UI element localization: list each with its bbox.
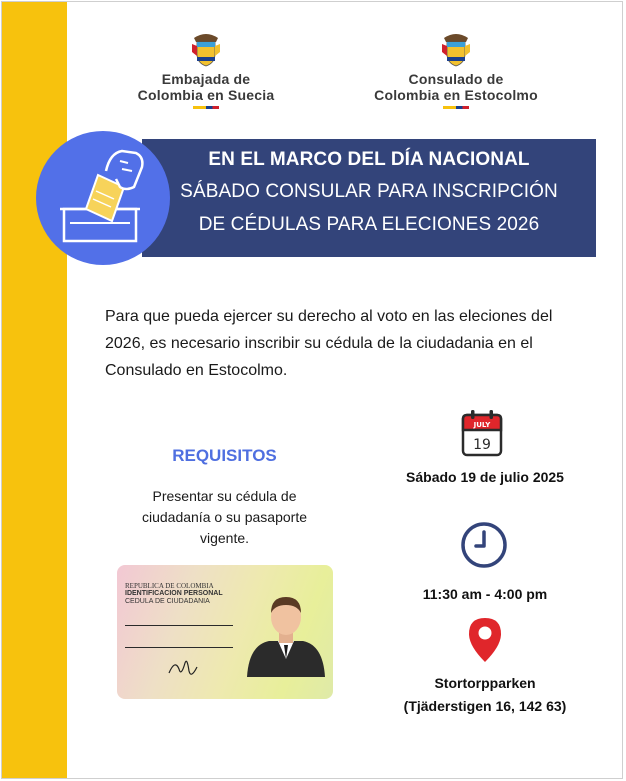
id-card-illustration [117, 565, 333, 699]
flag-stripe [443, 106, 469, 109]
calendar-icon [460, 408, 504, 458]
calendar-month: JULY [473, 421, 491, 429]
event-place-name: Stortorpparken [434, 675, 536, 691]
title-banner [142, 139, 596, 257]
location-pin-icon [467, 616, 503, 664]
id-card-rule [125, 647, 233, 648]
id-card-rule [125, 625, 233, 626]
event-time: 11:30 am - 4:00 pm [422, 586, 548, 602]
calendar-day: 19 [473, 437, 491, 453]
consulate-logo [356, 30, 556, 109]
crest-icon [189, 30, 223, 68]
embassy-logo-line1: Embajada de [161, 71, 251, 87]
ballot-circle [36, 131, 170, 265]
id-card-line2: IDENTIFICACION PERSONAL [125, 590, 223, 597]
requirements-text: Presentar su cédula de ciudadanía o su pasaporte vigente. [141, 488, 307, 546]
id-card-line1: REPUBLICA DE COLOMBIA [125, 582, 214, 590]
intro-paragraph: Para que pueda ejercer su derecho al voto en las eleciones del 2026, es necesario inscribir su cédula de la ciudadania en el Consulado en Estocolmo. [105, 308, 553, 379]
flyer-page [1, 1, 623, 779]
yellow-side-bar [2, 2, 67, 779]
id-card-line3: CEDULA DE CIUDADANIA [125, 598, 210, 605]
person-icon [245, 585, 327, 677]
requirements-title: REQUISITOS [172, 446, 277, 465]
event-place-address: (Tjäderstigen 16, 142 63) [403, 698, 567, 714]
consulate-logo-line1: Consulado de [408, 71, 504, 87]
banner-line3: DE CÉDULAS PARA ELECIONES 2026 [198, 214, 540, 235]
ballot-box-icon [36, 131, 170, 265]
banner-line1: EN EL MARCO DEL DÍA NACIONAL [208, 149, 530, 170]
consulate-logo-line2: Colombia en Estocolmo [374, 87, 538, 103]
embassy-logo [106, 30, 306, 109]
banner-line2: SÁBADO CONSULAR PARA INSCRIPCIÓN [180, 181, 558, 202]
crest-icon [439, 30, 473, 68]
clock-icon [460, 521, 508, 569]
embassy-logo-line2: Colombia en Suecia [137, 87, 275, 103]
signature-icon [167, 655, 201, 681]
event-date: Sábado 19 de julio 2025 [406, 469, 564, 485]
flag-stripe [193, 106, 219, 109]
